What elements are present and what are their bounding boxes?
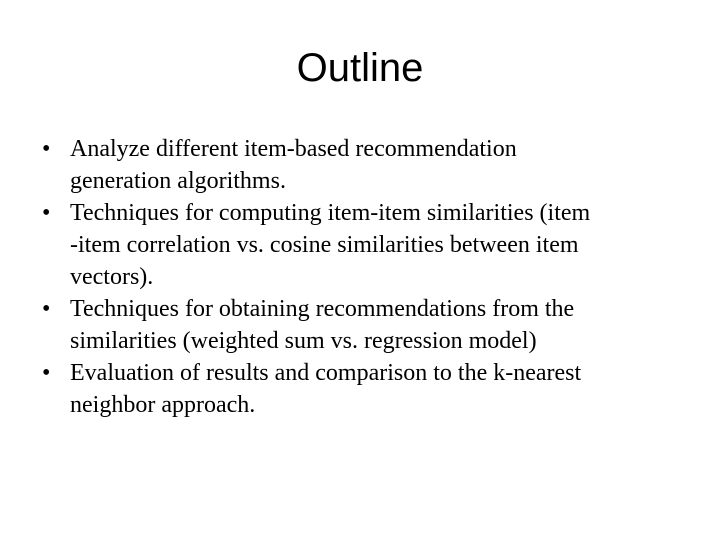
bullet-icon: • bbox=[42, 200, 51, 226]
bullet-line: -item correlation vs. cosine similarities between item bbox=[70, 232, 579, 258]
bullet-list bbox=[42, 133, 692, 421]
bullet-line: generation algorithms. bbox=[70, 168, 286, 194]
bullet-line: similarities (weighted sum vs. regression model) bbox=[70, 328, 537, 354]
bullet-line: neighbor approach. bbox=[70, 392, 256, 418]
bullet-line: Analyze different item-based recommendation bbox=[70, 136, 517, 162]
slide-title: Outline bbox=[296, 46, 424, 90]
bullet-line: vectors). bbox=[70, 264, 154, 290]
bullet-icon: • bbox=[42, 360, 51, 386]
bullet-item bbox=[42, 133, 692, 197]
bullet-icon: • bbox=[42, 296, 51, 322]
bullet-line: Techniques for computing item-item similarities (item bbox=[70, 200, 591, 226]
bullet-icon: • bbox=[42, 136, 51, 162]
bullet-line: Techniques for obtaining recommendations from the bbox=[70, 296, 575, 322]
bullet-line: Evaluation of results and comparison to the k-nearest bbox=[70, 360, 582, 386]
bullet-item bbox=[42, 293, 692, 357]
bullet-item bbox=[42, 357, 692, 421]
bullet-item bbox=[42, 197, 692, 293]
